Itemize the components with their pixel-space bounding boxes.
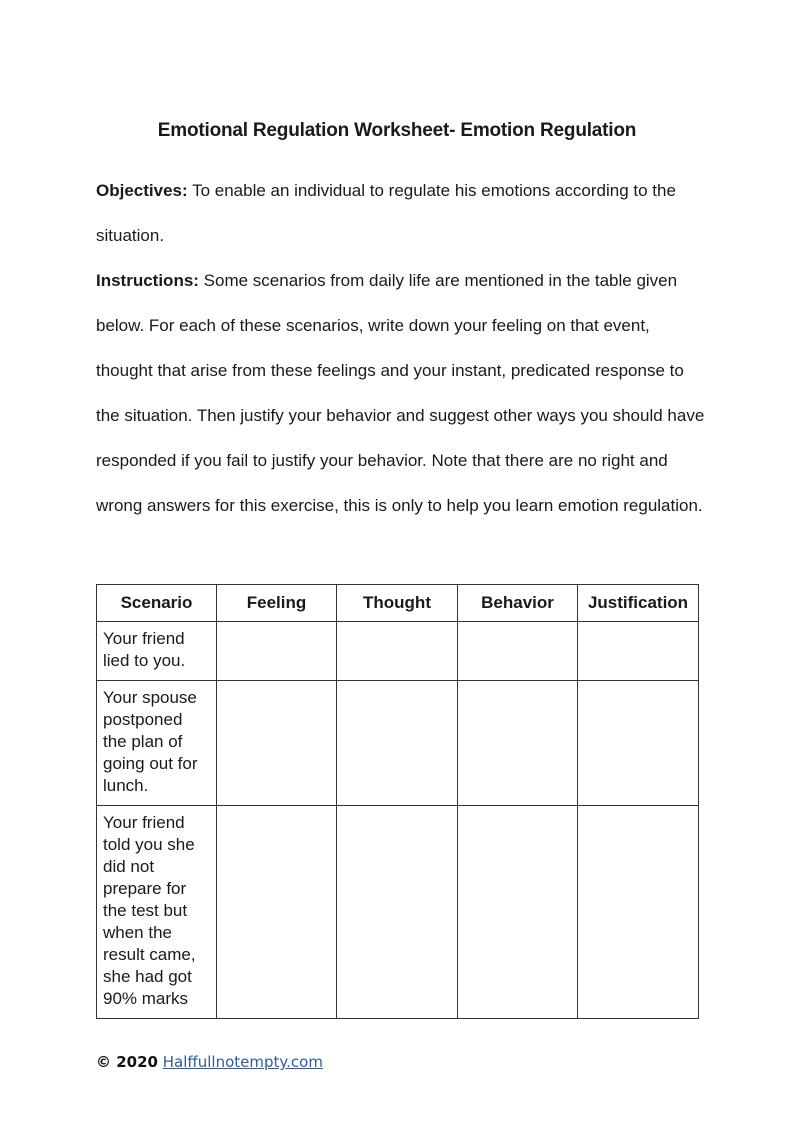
site-link[interactable]: Halffullnotempty.com	[162, 1053, 323, 1071]
worksheet-title: Emotional Regulation Worksheet- Emotion Regulation	[157, 120, 637, 141]
scenario-cell: Your friend lied to you.	[97, 622, 217, 681]
feeling-cell[interactable]	[217, 681, 337, 806]
table-row	[97, 622, 699, 681]
header-thought: Thought	[337, 585, 458, 622]
objectives-text: To enable an individual to regulate his emotions according to the situation.	[96, 181, 676, 245]
instructions-paragraph	[96, 258, 706, 528]
copyright-text: © 2020	[96, 1053, 158, 1071]
table-row	[97, 806, 699, 1019]
table-row	[97, 681, 699, 806]
scenario-cell: Your friend told you she did not prepare for the test but when the result came, she had got 90% marks	[97, 806, 217, 1019]
footer	[96, 1053, 323, 1071]
thought-cell[interactable]	[337, 681, 458, 806]
behavior-cell[interactable]	[458, 806, 578, 1019]
thought-cell[interactable]	[337, 806, 458, 1019]
instructions-label: Instructions:	[96, 271, 199, 290]
justification-cell[interactable]	[578, 806, 699, 1019]
worksheet-table	[96, 584, 699, 1019]
feeling-cell[interactable]	[217, 622, 337, 681]
header-justification: Justification	[578, 585, 699, 622]
header-behavior: Behavior	[458, 585, 578, 622]
objectives-label: Objectives:	[96, 181, 188, 200]
instructions-text: Some scenarios from daily life are mentioned in the table given below. For each of these scenarios, write down your feeling on that event, thought that arise from these feelings and your instant, predicated response to the situation. Then justify your behavior and suggest other ways you should have responded if you fail to justify your behavior. Note that there are no right and wrong answers for this exercise, this is only to help you learn emotion regulation.	[96, 271, 705, 515]
feeling-cell[interactable]	[217, 806, 337, 1019]
objectives-paragraph	[96, 168, 706, 258]
behavior-cell[interactable]	[458, 681, 578, 806]
thought-cell[interactable]	[337, 622, 458, 681]
justification-cell[interactable]	[578, 681, 699, 806]
header-feeling: Feeling	[217, 585, 337, 622]
header-scenario: Scenario	[97, 585, 217, 622]
behavior-cell[interactable]	[458, 622, 578, 681]
justification-cell[interactable]	[578, 622, 699, 681]
table-header-row	[97, 585, 699, 622]
scenario-cell: Your spouse postponed the plan of going out for lunch.	[97, 681, 217, 806]
